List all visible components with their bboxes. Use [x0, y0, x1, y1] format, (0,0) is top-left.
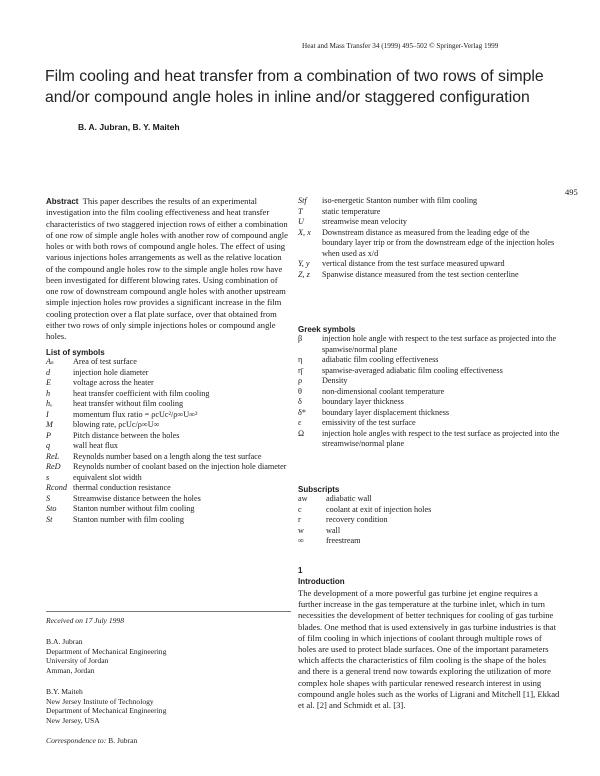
- symbol-row: [298, 429, 560, 450]
- symbol-definition: Stanton number without film cooling: [73, 504, 195, 513]
- symbol-row: [298, 207, 560, 218]
- symbol-row: [46, 410, 291, 421]
- symbol-definition: voltage across the heater: [73, 378, 154, 387]
- symbol-row: [298, 494, 560, 505]
- symbol-row: [46, 494, 291, 505]
- symbol-definition: wall: [326, 525, 341, 535]
- received-date: Received on 17 July 1998: [46, 616, 125, 625]
- symbol-row: [46, 378, 291, 389]
- address-line: Department of Mechanical Engineering: [46, 706, 167, 716]
- symbol-definition: vertical distance from the test surface measured upward: [322, 259, 505, 268]
- address-line: B.A. Jubran: [46, 637, 83, 646]
- symbol-definition: equivalent slot width: [73, 472, 142, 482]
- symbol-definition: spanwise-averaged adiabatic film cooling effectiveness: [322, 365, 503, 375]
- correspondence-label: Correspondence to:: [46, 736, 107, 745]
- symbol: hₒ: [46, 399, 53, 408]
- article-authors: B. A. Jubran, B. Y. Maiteh: [78, 122, 180, 132]
- symbol: η̄: [298, 365, 303, 375]
- section-heading: Introduction: [298, 577, 345, 586]
- symbol: η: [298, 355, 303, 364]
- symbol-row: [46, 357, 291, 368]
- symbol: δ: [298, 397, 302, 406]
- symbol: ρ: [298, 376, 303, 385]
- symbol-definition: injection hole angles with respect to the test surface as projected into the streamwise/normal plane: [322, 428, 560, 448]
- subscripts-heading: Subscripts: [298, 485, 340, 494]
- symbol: Rcond: [46, 483, 67, 492]
- symbol-definition: Spanwise distance measured from the test section centerline: [322, 269, 519, 279]
- symbol-row: [298, 397, 560, 408]
- symbol-definition: momentum flux ratio = ρcUc²/ρ∞U∞²: [73, 409, 198, 419]
- address-line: University of Jordan: [46, 656, 109, 666]
- address-line: Department of Mechanical Engineering: [46, 646, 167, 656]
- symbol-row: [298, 228, 560, 260]
- symbol: s: [46, 472, 50, 482]
- symbol-row: [46, 473, 291, 484]
- symbol-row: [46, 483, 291, 494]
- section-number: 1: [298, 566, 303, 575]
- symbol-row: [46, 452, 291, 463]
- symbol-row: [298, 355, 560, 366]
- symbol-definition: Area of test surface: [73, 357, 137, 366]
- symbol-row: [46, 504, 291, 515]
- symbol-row: [298, 408, 560, 419]
- symbol-row: [298, 259, 560, 270]
- abstract-label: Abstract: [46, 197, 79, 206]
- symbol: ReL: [46, 451, 60, 461]
- symbols-rows: [46, 357, 291, 525]
- correspondence-name: B. Jubran: [108, 736, 138, 745]
- symbol-definition: iso-energetic Stanton number with film cooling: [322, 196, 478, 205]
- symbol-definition: injection hole angle with respect to the test surface as projected into the spanwise/normal plane: [322, 334, 557, 354]
- symbol-definition: Streamwise distance between the holes: [73, 493, 201, 503]
- symbol: T: [298, 206, 303, 216]
- symbol: ReD: [46, 462, 61, 471]
- symbol-definition: Reynolds number of coolant based on the injection hole diameter: [73, 462, 287, 471]
- symbol: δ*: [298, 407, 306, 417]
- symbol: θ: [298, 386, 302, 396]
- greek-rows: [298, 334, 560, 450]
- symbol-row: [298, 217, 560, 228]
- address-line: B.Y. Maiteh: [46, 687, 83, 696]
- subscripts: [298, 485, 560, 547]
- symbol-definition: injection hole diameter: [73, 367, 149, 377]
- symbol: Ω: [298, 428, 305, 438]
- symbol: Sto: [46, 504, 57, 513]
- symbol-definition: Downstream distance as measured from the leading edge of the boundary layer trip or from the downstream edge of the injection holes when used as x/d: [322, 227, 555, 258]
- symbol: Z, z: [298, 269, 310, 279]
- symbol: Aₛ: [46, 357, 54, 366]
- symbol-definition: heat transfer coefficient with film cooling: [73, 388, 210, 398]
- symbol-definition: coolant at exit of injection holes: [326, 504, 432, 514]
- symbol-row: [298, 526, 560, 537]
- symbol-row: [46, 420, 291, 431]
- symbols-heading: List of symbols: [46, 348, 105, 357]
- greek-symbols: [298, 325, 560, 450]
- symbol-definition: recovery condition: [326, 515, 388, 524]
- symbol-definition: Pitch distance between the holes: [73, 430, 180, 440]
- abstract: [46, 196, 289, 342]
- symbol-definition: blowing rate, ρcUc/ρ∞U∞: [73, 420, 160, 429]
- symbol-row: [298, 418, 560, 429]
- symbol: X, x: [298, 227, 311, 237]
- abstract-text: This paper describes the results of an experimental investigation into the film cooling effectiveness and heat transfer characteristics of two staggered injection rows of either a combination of one row of simple angle holes with another row of compound angle holes or with both rows of compound angle holes. The effect of using various injections holes arrangements as well as the relative location of the compound angle holes row to the simple angle holes row have been investigated for different blowing rates. Using combination of one row of downstream compound angle holes with another upstream simple injection holes row provides a significant increase in the film cooling protection over a flat plate surface, over that obtained from either two rows of only simple injections holes or compound angle holes.: [46, 196, 288, 341]
- symbol: S: [46, 493, 51, 503]
- symbol-row: [298, 387, 560, 398]
- symbol-definition: streamwise mean velocity: [322, 217, 408, 226]
- symbol: w: [298, 525, 304, 535]
- symbol-definition: non-dimensional coolant temperature: [322, 386, 445, 396]
- article-title: Film cooling and heat transfer from a combination of two rows of simple and/or compound angle holes in inline and/or staggered configuration: [45, 68, 544, 106]
- symbol-row: [298, 366, 560, 377]
- symbol: c: [298, 504, 302, 514]
- symbol: P: [46, 430, 52, 440]
- symbol-row: [298, 196, 560, 207]
- introduction-text: The development of a more powerful gas turbine jet engine requires a further increase in the gas temperature at the turbine inlet, which in turn necessities the development of better techniques for cooling of gas turbine blades. One method that is used extensively in gas turbine industries is that of film cooling in which injections of coolant through multiple rows of holes are used to protect blade surfaces. One of the important parameters which affects the characteristics of film cooling is the shape of the holes and there is a general trend now towards exploring the utilization of more complex hole shapes with particular renewed research interest in using compound angle holes such as the works of Ligrani and Mitchell [1], Ekkad et al. [2] and Schmidt et al. [3].: [298, 588, 560, 711]
- author-address-1: [46, 637, 166, 675]
- symbol: aw: [298, 494, 308, 503]
- symbol-row: [298, 376, 560, 387]
- symbol-row: [46, 515, 291, 526]
- address-line: Amman, Jordan: [46, 665, 95, 675]
- symbol: d: [46, 367, 51, 377]
- greek-heading: Greek symbols: [298, 325, 356, 334]
- symbol-row: [46, 441, 291, 452]
- symbol: β: [298, 334, 303, 343]
- subscripts-rows: [298, 494, 560, 547]
- symbols-list-continued: [298, 196, 560, 280]
- symbol: St: [46, 514, 53, 524]
- correspondence: [46, 736, 137, 745]
- symbols-list: [46, 348, 291, 525]
- symbol-definition: freestream: [326, 536, 361, 545]
- journal-citation: Heat and Mass Transfer 34 (1999) 495–502 © Springer-Verlag 1999: [302, 42, 499, 50]
- symbol: I: [46, 409, 49, 419]
- symbol: q: [46, 441, 51, 450]
- symbol-definition: boundary layer thickness: [322, 397, 404, 406]
- symbol-definition: static temperature: [322, 206, 381, 216]
- symbol-row: [46, 389, 291, 400]
- address-line: New Jersey Institute of Technology: [46, 696, 154, 706]
- symbol: Stf: [298, 196, 307, 205]
- symbol-row: [298, 505, 560, 516]
- author-address-2: [46, 687, 166, 725]
- symbol-definition: adiabatic film cooling effectiveness: [322, 355, 439, 364]
- symbol: Y, y: [298, 259, 310, 268]
- symbol: r: [298, 515, 301, 524]
- symbol-definition: thermal conduction resistance: [73, 483, 171, 492]
- symbol-definition: Density: [322, 376, 348, 385]
- symbol-row: [298, 515, 560, 526]
- symbol-definition: wall heat flux: [73, 441, 119, 450]
- symbol: U: [298, 217, 304, 226]
- page-number: 495: [565, 187, 578, 197]
- symbol-row: [46, 399, 291, 410]
- symbol-row: [298, 334, 560, 355]
- symbol-row: [46, 431, 291, 442]
- symbol-definition: Stanton number with film cooling: [73, 514, 184, 524]
- address-line: New Jersey, USA: [46, 715, 100, 725]
- symbol-row: [298, 536, 560, 547]
- symbol-definition: emissivity of the test surface: [322, 418, 416, 427]
- symbol-definition: Reynolds number based on a length along the test surface: [73, 451, 262, 461]
- symbol: M: [46, 420, 53, 429]
- symbol-row: [46, 368, 291, 379]
- symbol-definition: heat transfer without film cooling: [73, 399, 184, 408]
- symbol: E: [46, 378, 52, 387]
- symbol-row: [46, 462, 291, 473]
- symbol-row: [298, 270, 560, 281]
- footnote-divider: [46, 611, 291, 612]
- symbol-definition: adiabatic wall: [326, 494, 372, 503]
- symbol: ∞: [298, 536, 304, 545]
- symbol: h: [46, 388, 51, 398]
- symbol: ε: [298, 418, 302, 427]
- symbol-definition: boundary layer displacement thickness: [322, 407, 450, 417]
